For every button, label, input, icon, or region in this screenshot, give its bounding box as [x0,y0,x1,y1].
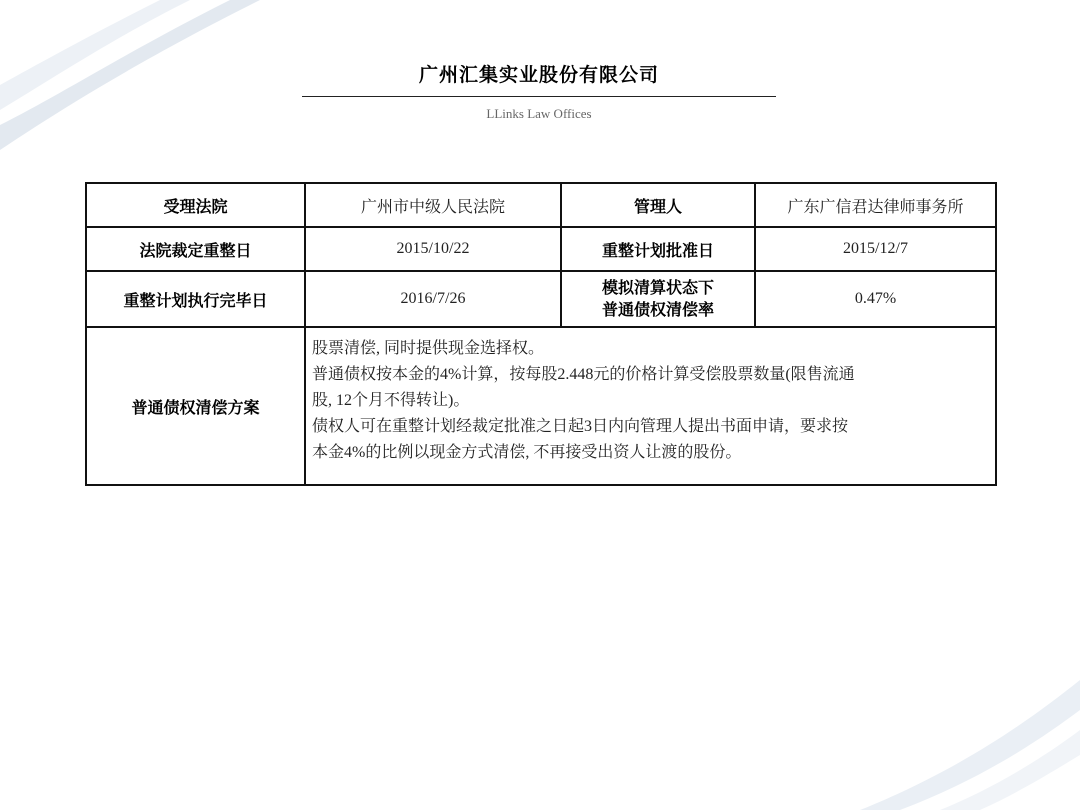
plan-text-line: 股, 12个月不得转让)。 [312,392,470,409]
label-cell-court: 受理法院 [86,183,305,227]
corner-swoosh-decoration [0,0,260,150]
value-cell-court: 广州市中级人民法院 [305,183,561,227]
value-cell-repayment-plan [305,327,996,485]
label-cell-ruling-date: 法院裁定重整日 [86,227,305,271]
label-cell-plan-approval-date: 重整计划批准日 [561,227,755,271]
page-subtitle: LLinks Law Offices [486,106,592,121]
label-cell-repayment-rate [561,271,755,327]
plan-text-line: 普通债权按本金的4%计算，按每股2.448元的价格计算受偿股票数量(限售流通 [312,366,855,383]
corner-swoosh-decoration [860,680,1080,810]
value-cell-repayment-rate: 0.47% [755,271,996,327]
label-cell-repayment-plan: 普通债权清偿方案 [86,327,305,485]
label-cell-completion-date: 重整计划执行完毕日 [86,271,305,327]
page-title: 广州汇集实业股份有限公司 [418,64,659,86]
value-cell-ruling-date: 2015/10/22 [305,227,561,271]
label-line: 模拟清算状态下 [601,278,714,297]
table-row [86,227,996,271]
value-cell-completion-date: 2016/7/26 [305,271,561,327]
value-cell-administrator: 广东广信君达律师事务所 [755,183,996,227]
label-cell-administrator: 管理人 [561,183,755,227]
label-line: 普通债权清偿率 [601,300,714,319]
value-cell-plan-approval-date: 2015/12/7 [755,227,996,271]
table-row [86,271,996,327]
plan-text-line: 本金4%的比例以现金方式清偿, 不再接受出资人让渡的股份。 [312,444,742,461]
table-row [86,327,996,485]
plan-text-line: 股票清偿, 同时提供现金选择权。 [312,340,545,357]
plan-text-line: 债权人可在重整计划经裁定批准之日起3日内向管理人提出书面申请，要求按 [312,418,849,435]
title-divider [302,96,776,97]
restructuring-info-table [85,182,997,486]
table-row [86,183,996,227]
